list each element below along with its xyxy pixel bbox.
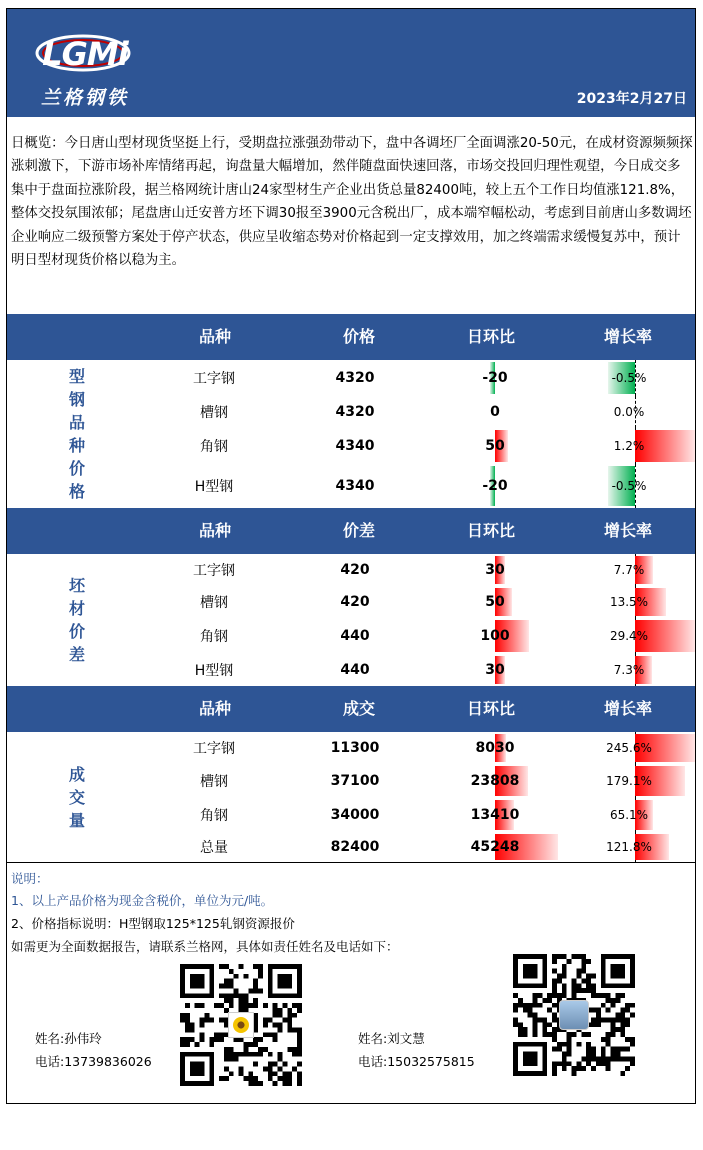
header-daily-change: 日环比 xyxy=(466,521,515,540)
spread-side-label: 坯材价差 xyxy=(68,576,85,664)
daily-change-cell xyxy=(427,654,563,686)
spread-table-header xyxy=(7,508,695,554)
logo-text: LGMi xyxy=(42,35,128,73)
daily-change-value: 23808 xyxy=(470,773,520,789)
variety-name: H型钢 xyxy=(194,663,234,679)
growth-rate-cell xyxy=(563,464,695,508)
growth-rate-cell xyxy=(563,618,695,654)
value-cell: 420 xyxy=(340,594,370,610)
daily-change-cell xyxy=(427,554,563,586)
daily-change-value: 30 xyxy=(485,562,505,578)
daily-change-cell xyxy=(427,798,563,832)
sunflower-avatar-icon xyxy=(228,1012,254,1038)
variety-name: 槽钢 xyxy=(200,774,228,790)
qr-code-2[interactable] xyxy=(513,954,635,1076)
report-date: 2023年2月27日 xyxy=(576,91,687,107)
price-side-label: 型钢品种价格 xyxy=(68,367,85,501)
table-row xyxy=(7,832,695,862)
contact-1-phone: 电话:13739836026 xyxy=(35,1054,152,1069)
growth-rate-value: 121.8% xyxy=(606,840,652,854)
volume-table-header xyxy=(7,686,695,732)
volume-side-label: 成交量 xyxy=(68,764,85,830)
growth-rate-cell xyxy=(563,554,695,586)
growth-rate-value: 29.4% xyxy=(609,629,649,643)
table-row xyxy=(7,798,695,832)
daily-change-value: 30 xyxy=(485,662,505,678)
growth-rate-value: -0.5% xyxy=(611,371,647,385)
daily-change-value: -20 xyxy=(482,478,508,494)
header-variety: 品种 xyxy=(198,699,231,718)
table-row xyxy=(7,396,695,428)
report-header xyxy=(7,9,695,117)
header-daily-change: 日环比 xyxy=(466,327,515,346)
value-cell: 82400 xyxy=(330,839,380,855)
table-row xyxy=(7,586,695,618)
value-cell: 420 xyxy=(340,562,370,578)
value-cell: 4320 xyxy=(335,370,375,386)
variety-name: 角钢 xyxy=(200,439,228,455)
header-variety: 品种 xyxy=(198,521,231,540)
variety-name: 角钢 xyxy=(200,629,228,645)
growth-rate-value: 7.7% xyxy=(613,563,645,577)
header-volume: 成交 xyxy=(342,699,375,718)
value-cell: 37100 xyxy=(330,773,380,789)
daily-change-cell xyxy=(427,618,563,654)
value-cell: 34000 xyxy=(330,807,380,823)
lange-logo xyxy=(29,27,141,109)
value-cell: 4340 xyxy=(335,478,375,494)
daily-change-value: 13410 xyxy=(470,807,520,823)
table-row xyxy=(7,654,695,686)
daily-change-cell xyxy=(427,764,563,798)
variety-name: 总量 xyxy=(200,840,228,856)
header-growth-rate: 增长率 xyxy=(603,521,652,540)
header-variety: 品种 xyxy=(198,327,231,346)
variety-name: 槽钢 xyxy=(200,595,228,611)
header-daily-change: 日环比 xyxy=(466,699,515,718)
growth-rate-value: -0.5% xyxy=(611,479,647,493)
header-price: 价格 xyxy=(342,327,375,346)
table-row xyxy=(7,764,695,798)
growth-rate-cell xyxy=(563,586,695,618)
note-line-1: 1、以上产品价格为现金含税价，单位为元/吨。 xyxy=(11,893,274,908)
logo-chinese-name: 兰格钢铁 xyxy=(40,87,129,109)
header-growth-rate: 增长率 xyxy=(603,699,652,718)
person-avatar-icon xyxy=(559,1000,589,1030)
contact-1-name: 姓名:孙伟玲 xyxy=(35,1031,102,1046)
daily-change-value: 45248 xyxy=(470,839,520,855)
notes-title: 说明： xyxy=(11,871,49,886)
daily-change-value: -20 xyxy=(482,370,508,386)
daily-change-cell xyxy=(427,832,563,862)
growth-rate-value: 179.1% xyxy=(606,774,652,788)
growth-rate-cell xyxy=(563,360,695,396)
value-cell: 11300 xyxy=(330,740,380,756)
note-line-3: 如需更为全面数据报告，请联系兰格网，具体如责任姓名及电话如下： xyxy=(11,939,399,954)
daily-change-value: 50 xyxy=(485,594,505,610)
value-cell: 440 xyxy=(340,662,370,678)
variety-name: 工字钢 xyxy=(193,563,235,579)
note-line-2: 2、价格指标说明：H型钢取125*125轧钢资源报价 xyxy=(11,916,295,931)
growth-rate-cell xyxy=(563,396,695,428)
daily-change-cell xyxy=(427,396,563,428)
growth-rate-value: 245.6% xyxy=(606,741,652,755)
daily-change-cell xyxy=(427,428,563,464)
contact-2-name: 姓名:刘文慧 xyxy=(358,1031,425,1046)
table-row xyxy=(7,618,695,654)
growth-rate-value: 0.0% xyxy=(613,405,645,419)
table-row xyxy=(7,360,695,396)
value-cell: 4340 xyxy=(335,438,375,454)
growth-rate-value: 7.3% xyxy=(613,663,645,677)
variety-name: 工字钢 xyxy=(193,741,235,757)
growth-rate-cell xyxy=(563,428,695,464)
table-row xyxy=(7,464,695,508)
value-cell: 440 xyxy=(340,628,370,644)
daily-change-cell xyxy=(427,586,563,618)
notes-divider xyxy=(7,862,695,863)
growth-rate-cell xyxy=(563,832,695,862)
growth-rate-value: 65.1% xyxy=(609,808,649,822)
value-cell: 4320 xyxy=(335,404,375,420)
daily-overview: 日概览：今日唐山型材现货坚挺上行，受期盘拉涨强劲带动下，盘中各调坯厂全面调涨20-50元，在成材资源频频探涨刺激下，下游市场补库情绪再起，询盘量大幅增加，然伴随盘面快速回落，市场交投回归理性观望，今日成交多集中于盘面拉涨阶段，据兰格网统计唐山24家型材生产企业出货总量82400吨，较上五个工作日均值涨121.8%，整体交投氛围浓郁；尾盘唐山迁安普方坯下调30报至3900元含税出厂，成本端窄幅松动，考虑到目前唐山多数调坯企业响应二级预警方案处于停产状态，供应呈收缩态势对价格起到一定支撑效用，加之终端需求缓慢复苏中，预计明日型材现货价格以稳为主。 xyxy=(11,136,693,269)
table-row xyxy=(7,732,695,764)
growth-rate-value: 13.5% xyxy=(609,595,649,609)
daily-change-cell xyxy=(427,732,563,764)
daily-change-value: 100 xyxy=(480,628,510,644)
header-spread: 价差 xyxy=(342,521,375,540)
table-row xyxy=(7,428,695,464)
growth-rate-cell xyxy=(563,732,695,764)
daily-change-value: 50 xyxy=(485,438,505,454)
daily-change-value: 8030 xyxy=(475,740,515,756)
header-growth-rate: 增长率 xyxy=(603,327,652,346)
daily-change-cell xyxy=(427,360,563,396)
growth-rate-cell xyxy=(563,654,695,686)
growth-rate-value: 1.2% xyxy=(613,439,645,453)
table-row xyxy=(7,554,695,586)
qr-code-1[interactable] xyxy=(180,964,302,1086)
growth-rate-cell xyxy=(563,798,695,832)
price-table-header xyxy=(7,314,695,360)
variety-name: 工字钢 xyxy=(193,371,235,387)
daily-change-value: 0 xyxy=(490,404,500,420)
contact-2-phone: 电话:15032575815 xyxy=(358,1054,475,1069)
growth-rate-cell xyxy=(563,764,695,798)
report-frame xyxy=(6,8,696,1104)
variety-name: 角钢 xyxy=(200,808,228,824)
daily-change-cell xyxy=(427,464,563,508)
variety-name: H型钢 xyxy=(194,479,234,495)
variety-name: 槽钢 xyxy=(200,405,228,421)
